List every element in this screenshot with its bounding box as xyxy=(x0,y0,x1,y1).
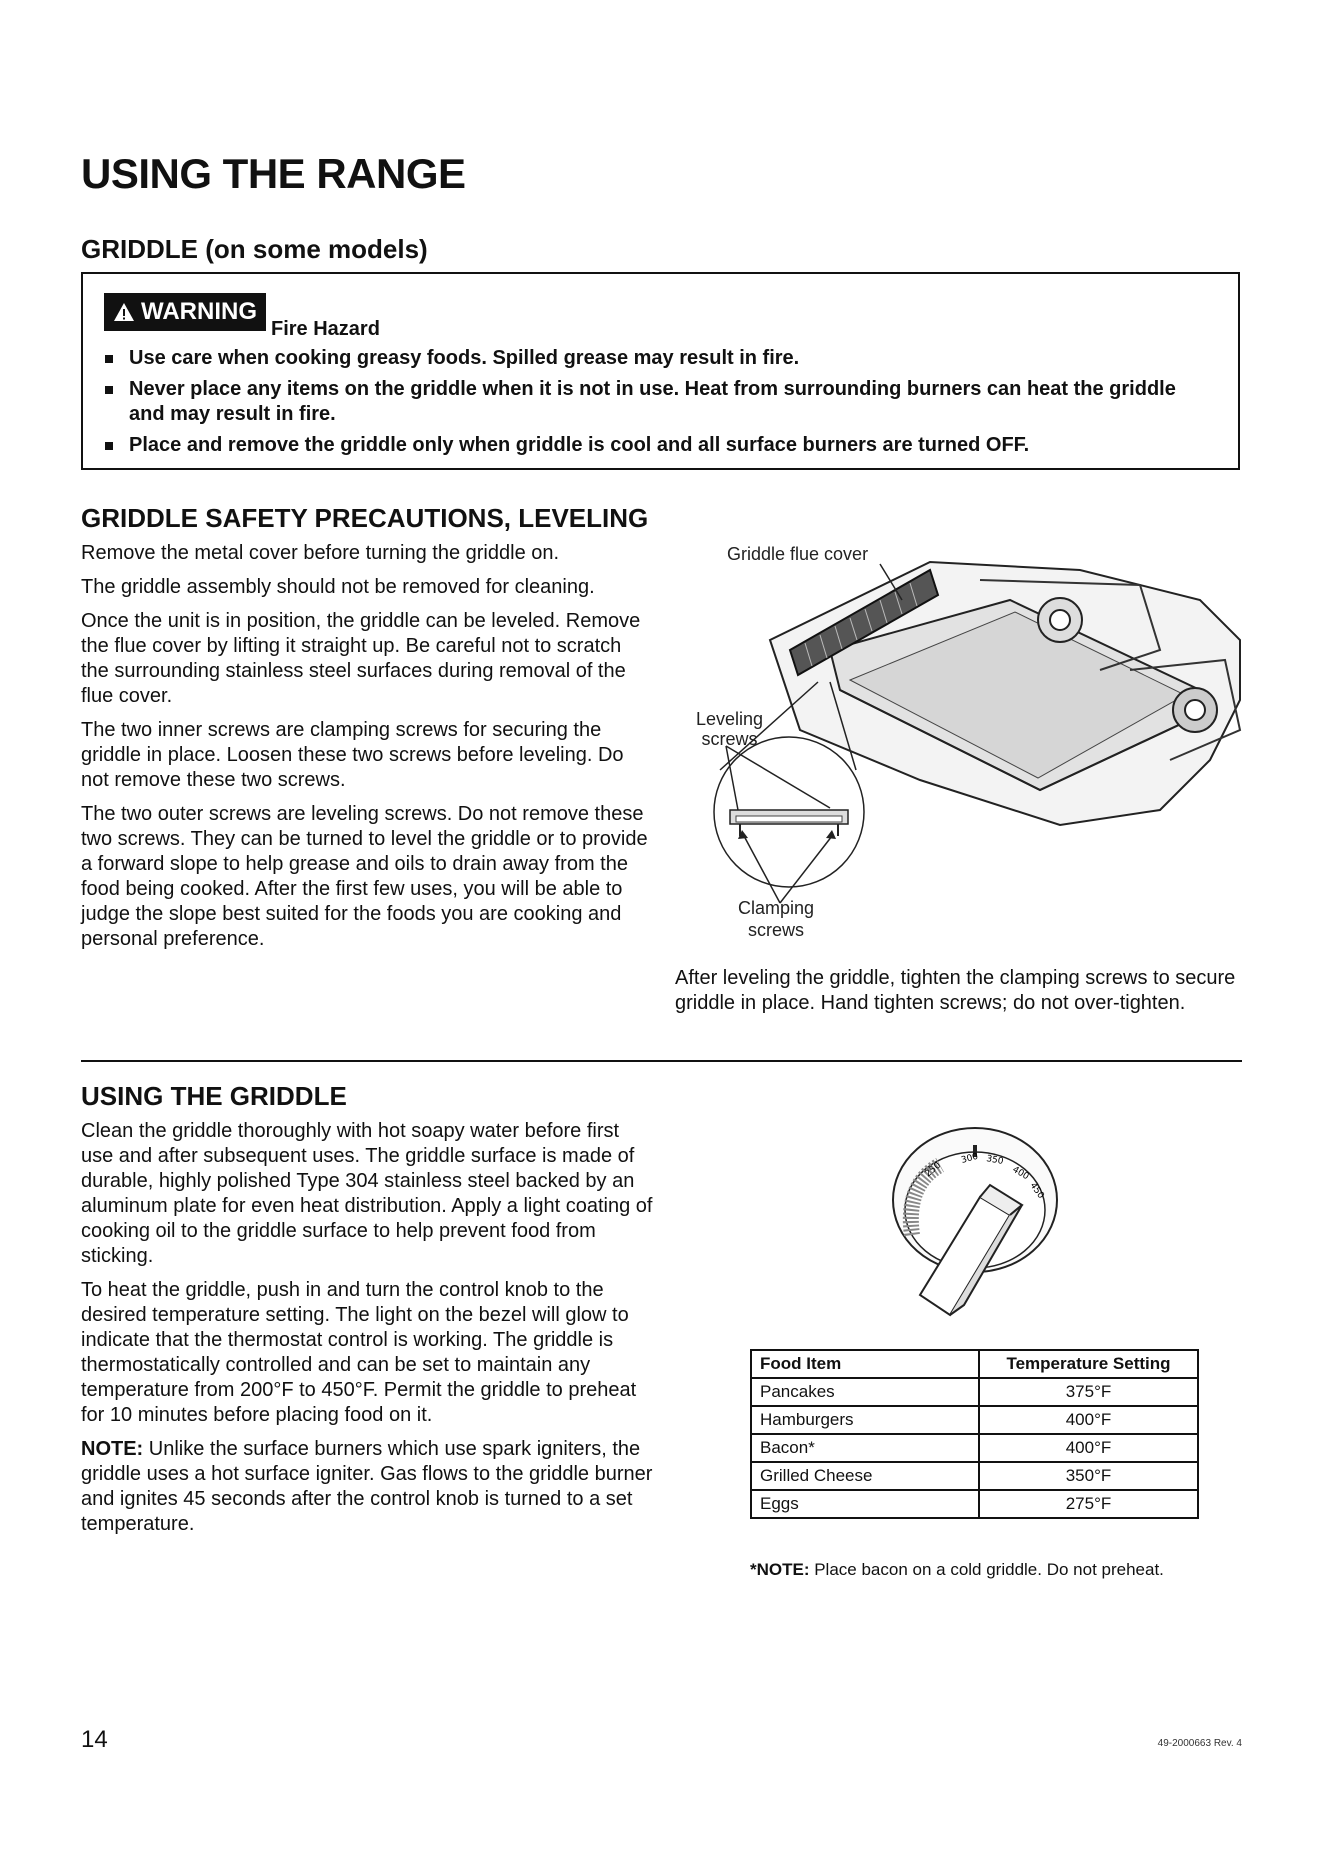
paragraph: Once the unit is in position, the griddle can be leveled. Remove the flue cover by lifting it straight up. Be careful not to scratch the surrounding stainless steel surfaces during removal of the flue cover. xyxy=(81,610,641,707)
square-bullet-icon xyxy=(105,355,113,363)
food-cell: Grilled Cheese xyxy=(751,1462,979,1490)
temperature-cell: 400°F xyxy=(979,1406,1198,1434)
section-title: GRIDDLE (on some models) xyxy=(81,234,428,264)
knob-tick-label: 250 xyxy=(923,1160,944,1180)
paragraph: The two outer screws are leveling screws. Do not remove these two screws. They can be turned to level the griddle or to provide a forward slope to help grease and oils to drain away from the food being cooked. After the first few uses, you will be able to judge the slope best suited for the foods you are cooking and personal preference. xyxy=(81,803,648,950)
knob-tick-label: 350 xyxy=(985,1154,1005,1167)
temperature-cell: 350°F xyxy=(979,1462,1198,1490)
page-title: USING THE RANGE xyxy=(81,150,466,197)
square-bullet-icon xyxy=(105,386,113,394)
using-text xyxy=(81,1119,653,1546)
knob-tick-label: 400 xyxy=(1010,1164,1031,1183)
warning-item: Use care when cooking greasy foods. Spilled grease may result in fire. xyxy=(105,346,1215,371)
table-note: *NOTE: Place bacon on a cold griddle. Do not preheat. xyxy=(750,1560,1164,1579)
food-cell: Bacon* xyxy=(751,1434,979,1462)
table-row xyxy=(751,1490,1198,1518)
food-cell: Pancakes xyxy=(751,1378,979,1406)
page-number: 14 xyxy=(81,1726,108,1753)
safety-section-title: GRIDDLE SAFETY PRECAUTIONS, LEVELING xyxy=(81,503,649,533)
temperature-cell: 400°F xyxy=(979,1434,1198,1462)
table-row xyxy=(751,1434,1198,1462)
column-header-temperature: Temperature Setting xyxy=(979,1350,1198,1378)
knob-tick-label: 450 xyxy=(1027,1180,1046,1201)
warning-item: Never place any items on the griddle when it is not in use. Heat from surrounding burners can heat the griddle and may result in fire. xyxy=(105,377,1215,427)
leveling-screws-label: Leveling screws xyxy=(696,709,764,749)
paragraph: The griddle assembly should not be removed for cleaning. xyxy=(81,576,595,598)
control-knob-illustration xyxy=(880,1115,1060,1335)
warning-badge xyxy=(104,293,266,331)
square-bullet-icon xyxy=(105,442,113,450)
food-cell: Hamburgers xyxy=(751,1406,979,1434)
food-cell: Eggs xyxy=(751,1490,979,1518)
temperature-cell: 375°F xyxy=(979,1378,1198,1406)
table-row xyxy=(751,1462,1198,1490)
paragraph: To heat the griddle, push in and turn the control knob to the desired temperature setting. The light on the bezel will glow to indicate that the thermostat control is working. The griddle is thermostatically controlled and can be set to maintain any temperature from 200°F to 450°F. Permit the griddle to preheat for 10 minutes before placing food on it. xyxy=(81,1279,637,1426)
paragraph: Clean the griddle thoroughly with hot soapy water before first use and after subsequent uses. The griddle surface is made of durable, highly polished Type 304 stainless steel backed by an aluminum plate for even heat distribution. Apply a light coating of cooking oil to the griddle surface to help prevent food from sticking. xyxy=(81,1120,653,1267)
clamping-screws-label: Clamping screws xyxy=(738,898,815,940)
temperature-cell: 275°F xyxy=(979,1490,1198,1518)
paragraph: Remove the metal cover before turning the griddle on. xyxy=(81,542,560,564)
temperature-table xyxy=(750,1349,1199,1519)
warning-box xyxy=(81,272,1240,470)
document-id: 49-2000663 Rev. 4 xyxy=(1157,1738,1242,1749)
hazard-label: Fire Hazard xyxy=(271,318,380,340)
paragraph: The two inner screws are clamping screws for securing the griddle in place. Loosen these two screws before leveling. Do not remove these two screws. xyxy=(81,719,624,791)
safety-text xyxy=(81,541,653,961)
knob-tick-label: 300 xyxy=(960,1151,980,1166)
warning-triangle-icon xyxy=(113,302,135,322)
warning-item: Place and remove the griddle only when griddle is cool and all surface burners are turned OFF. xyxy=(105,433,1215,458)
using-section-title: USING THE GRIDDLE xyxy=(81,1081,347,1111)
warning-badge-label: WARNING xyxy=(141,298,257,325)
table-header-row xyxy=(751,1350,1198,1378)
note-paragraph: NOTE: Unlike the surface burners which use spark igniters, the griddle uses a hot surface igniter. Gas flows to the griddle burner and ignites 45 seconds after the control knob is turned to a set temperature. xyxy=(81,1438,653,1535)
after-leveling-text: After leveling the griddle, tighten the clamping screws to secure griddle in place. Hand tighten screws; do not over-tighten. xyxy=(675,967,1236,1014)
warning-list xyxy=(105,346,1215,464)
flue-cover-label: Griddle flue cover xyxy=(727,544,869,564)
section-divider xyxy=(81,1060,1242,1062)
griddle-diagram xyxy=(680,540,1250,940)
table-row xyxy=(751,1378,1198,1406)
column-header-food: Food Item xyxy=(751,1350,979,1378)
table-row xyxy=(751,1406,1198,1434)
